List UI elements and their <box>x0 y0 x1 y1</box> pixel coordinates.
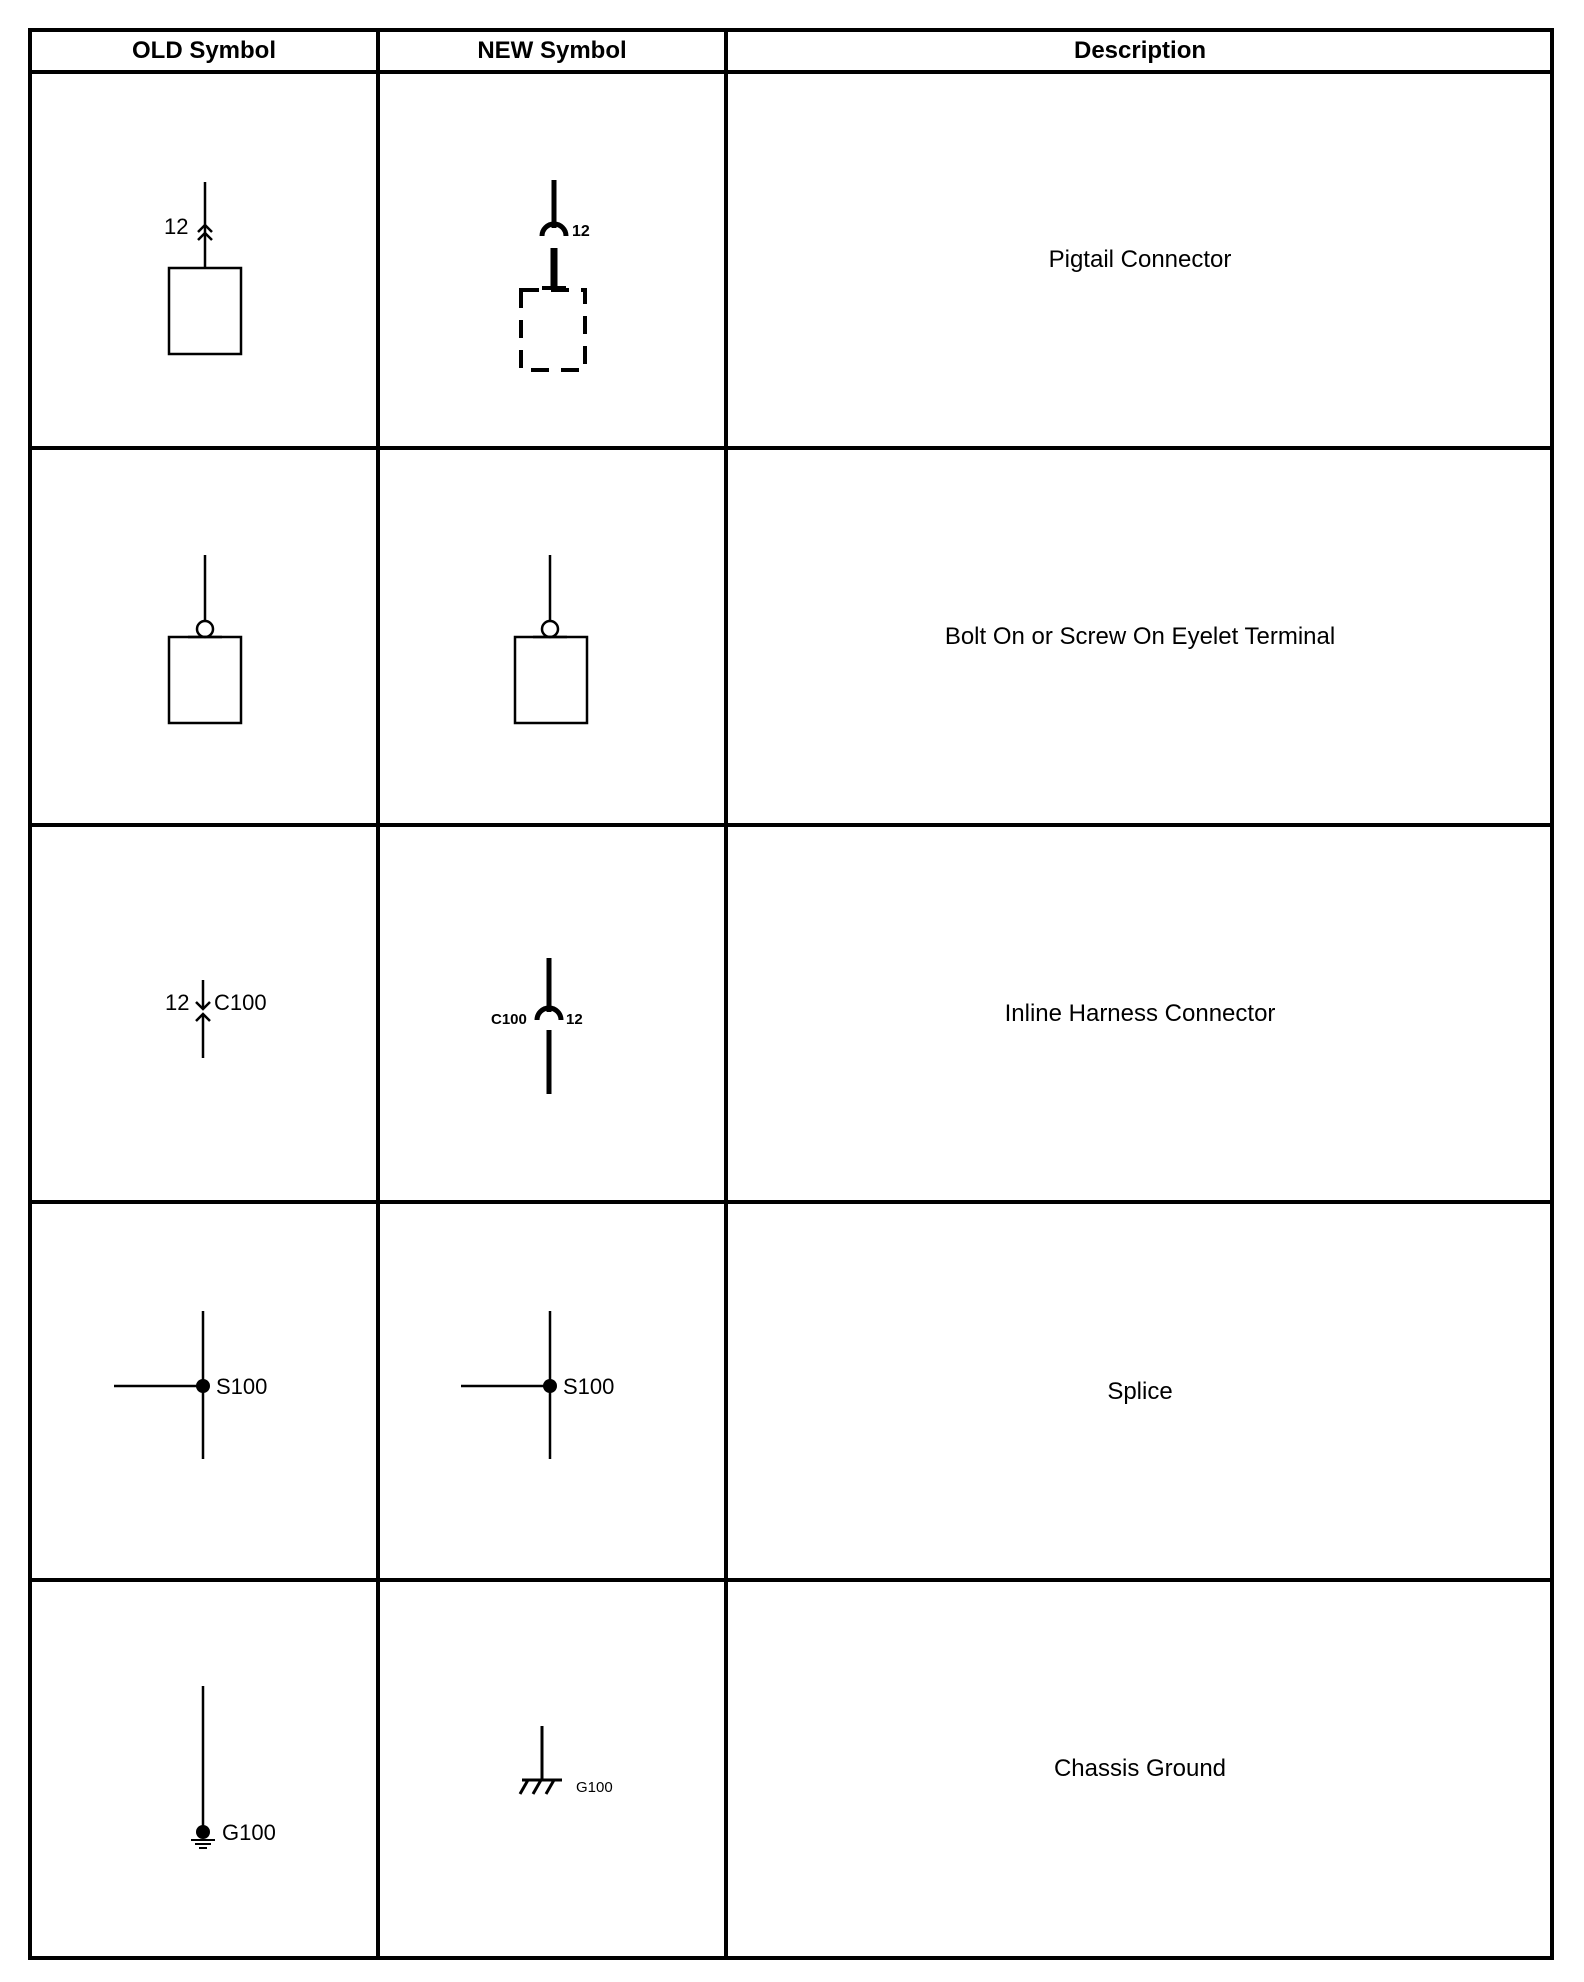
description-inline-harness-connector: Inline Harness Connector <box>1004 1000 1276 1027</box>
header-description: Description <box>1073 37 1207 64</box>
old-pigtail-connector-symbol <box>120 170 300 370</box>
new-inline-harness-connector-symbol <box>480 950 620 1100</box>
old-inline-harness-connector-symbol <box>150 960 310 1070</box>
description-splice: Splice <box>1107 1378 1173 1405</box>
old-splice-symbol <box>110 1305 310 1465</box>
new-splice-symbol <box>455 1305 655 1465</box>
old-inline-pin-label: 12 <box>165 990 190 1015</box>
new-splice-label: S100 <box>563 1374 615 1399</box>
old-pigtail-pin-label: 12 <box>164 214 189 239</box>
old-inline-connector-label: C100 <box>214 990 267 1015</box>
old-chassis-ground-symbol <box>150 1680 310 1880</box>
new-inline-pin-label: 12 <box>566 1011 583 1028</box>
old-splice-label: S100 <box>216 1374 268 1399</box>
new-pigtail-pin-label: 12 <box>572 223 590 240</box>
new-pigtail-connector-symbol <box>480 170 640 380</box>
new-chassis-ground-symbol <box>500 1720 640 1830</box>
new-splice-dot <box>543 1379 557 1393</box>
description-chassis-ground: Chassis Ground <box>1053 1755 1227 1782</box>
old-ground-label: G100 <box>222 1820 276 1845</box>
old-eyelet-terminal-symbol <box>140 545 280 745</box>
description-pigtail-connector: Pigtail Connector <box>1048 246 1232 273</box>
header-old-symbol: OLD Symbol <box>131 37 276 64</box>
new-inline-connector-label: C100 <box>491 1011 527 1028</box>
old-ground-dot <box>196 1825 210 1839</box>
header-new-symbol: NEW Symbol <box>477 37 627 64</box>
new-eyelet-terminal-symbol <box>480 545 620 745</box>
old-splice-dot <box>196 1379 210 1393</box>
description-eyelet-terminal: Bolt On or Screw On Eyelet Terminal <box>944 623 1336 650</box>
new-ground-label: G100 <box>576 1779 613 1796</box>
